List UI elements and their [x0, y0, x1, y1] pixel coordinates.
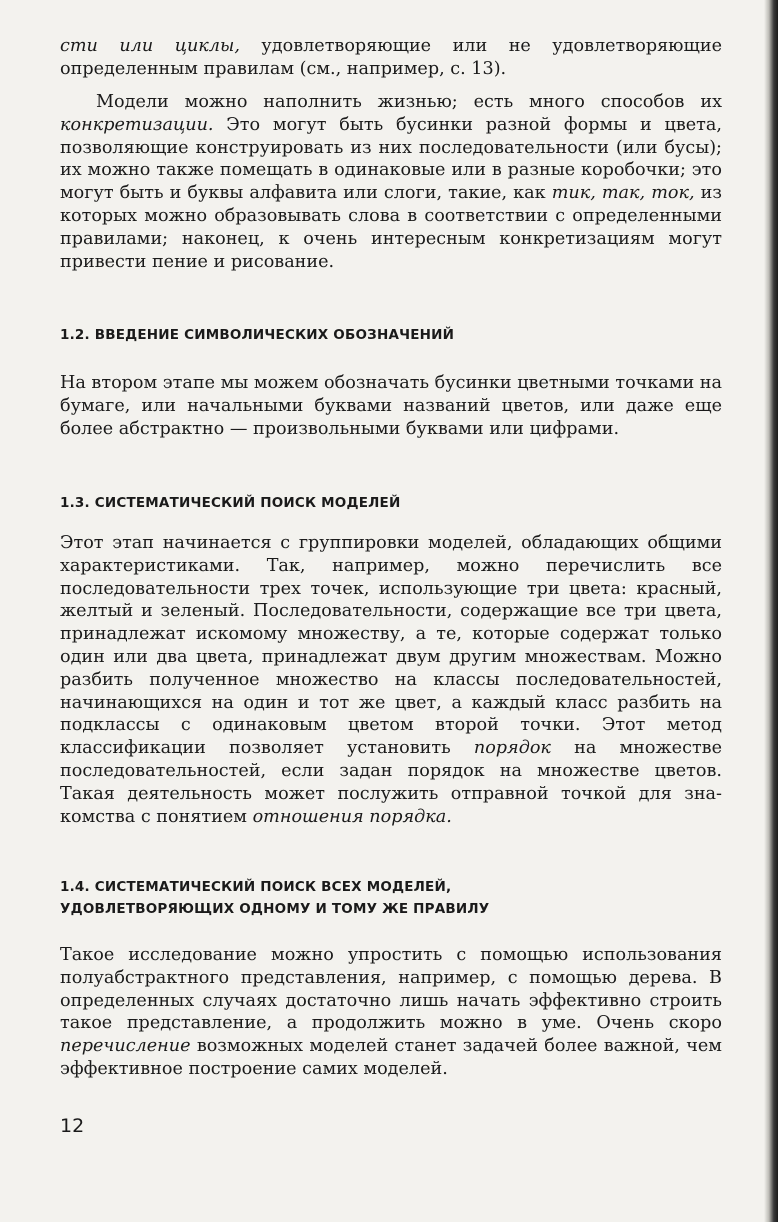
paragraph-symbols: На втором этапе мы можем обозначать бусинки цветными точками на бумаге, или начальными буквами названий цветов, или даже еще более абстрактно — произвольными буквами или цифрами.: [60, 373, 722, 439]
paragraph-continuation: [60, 35, 722, 81]
heading-line: 1.4. СИСТЕМАТИЧЕСКИЙ ПОИСК ВСЕХ МОДЕЛЕЙ,: [60, 879, 452, 895]
paragraph-models-life: [60, 91, 722, 273]
italic-term: отношения порядка.: [252, 806, 452, 827]
paragraph-text: Этот этап начинается с группировки моделей, обладающих общими характеристиками. Так, например, можно перечислить все последовательности трех точек, использующие три цвета: красный, желтый и зеленый. Последовательности, содержащие все три цвета, принадлежат искомому множеству, а те, которые содержат только один или два цвета, принадлежат двум другим множествам. Можно разбить полученное множество на классы последовательностей, начинающихся на один и тот же цвет, а каждый класс разбить на подклассы с одинаковым цветом второй точки. Этот метод классификации позволяет установить: [60, 533, 722, 759]
section-heading-1-4: [60, 876, 722, 920]
paragraph-text: из которых можно образовывать слова в соответствии с определенными правилами; наконец, к очень интересным конкретизациям могут привести пение и рисование.: [60, 183, 722, 272]
italic-term: конкретизации.: [60, 114, 214, 135]
paragraph-text: Модели можно наполнить жизнью; есть много способов их: [96, 92, 722, 112]
paragraph-systematic-search: [60, 532, 722, 828]
paragraph-text: Это могут быть бусинки разной формы и цвета, позволяющие конструировать из них последовательности (или бусы); их можно также помещать в одинаковые или в разные коробочки; это могут быть и буквы алфавита или слоги, такие, как: [60, 114, 722, 204]
section-heading-1-2: 1.2. ВВЕДЕНИЕ СИМВОЛИЧЕСКИХ ОБОЗНАЧЕНИЙ: [60, 327, 455, 343]
italic-term: перечисление: [60, 1036, 191, 1057]
section-heading-1-3: 1.3. СИСТЕМАТИЧЕСКИЙ ПОИСК МОДЕЛЕЙ: [60, 495, 401, 511]
paragraph-text: удовлетворяющие или не удовлетворяющие определенным правилам (см., например, с. 13).: [60, 36, 722, 79]
paragraph-text: возможных моделей станет задачей более важной, чем эффективное построение самих моделей.: [60, 1036, 722, 1079]
paragraph-text: на множестве последовательностей, если задан порядок на множестве цветов. Такая деятельность может послужить отправной точкой для знакомства с понятием: [60, 738, 722, 827]
italic-term: сти или циклы,: [60, 36, 240, 56]
paragraph-text: Такое исследование можно упростить с помощью использования полуабстрактного представления, например, с помощью дерева. В определенных случаях достаточно лишь начать эффективно строить такое представление, а продолжить можно в уме. Очень скоро: [60, 945, 722, 1034]
page-number: 12: [60, 1115, 85, 1137]
italic-term: тик, так, ток,: [551, 183, 695, 204]
page-edge-shadow: [764, 0, 778, 1222]
paragraph-enumeration: [60, 944, 722, 1081]
italic-term: порядок: [473, 738, 551, 759]
heading-line: УДОВЛЕТВОРЯЮЩИХ ОДНОМУ И ТОМУ ЖЕ ПРАВИЛУ: [60, 901, 490, 917]
